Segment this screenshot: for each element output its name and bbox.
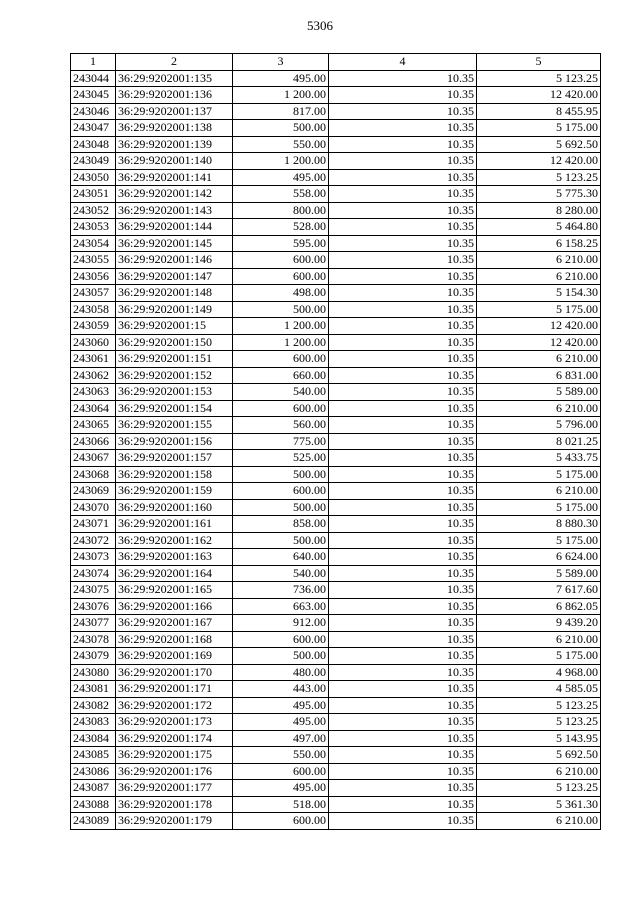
cadastral-number-cell: 36:29:9202001:169 [116, 648, 233, 665]
rate-cell: 10.35 [329, 400, 477, 417]
value-cell: 5 175.00 [477, 120, 601, 137]
table-row [71, 631, 601, 648]
area-cell: 550.00 [233, 747, 329, 764]
table-row [71, 351, 601, 368]
rate-cell: 10.35 [329, 648, 477, 665]
column-header-5: 5 [477, 54, 601, 71]
table-row [71, 763, 601, 780]
table-row [71, 582, 601, 599]
area-cell: 600.00 [233, 631, 329, 648]
row-number-cell: 243048 [71, 136, 116, 153]
cadastral-number-cell: 36:29:9202001:15 [116, 318, 233, 335]
area-cell: 1 200.00 [233, 334, 329, 351]
cadastral-number-cell: 36:29:9202001:135 [116, 70, 233, 87]
cadastral-number-cell: 36:29:9202001:150 [116, 334, 233, 351]
table-row [71, 417, 601, 434]
row-number-cell: 243072 [71, 532, 116, 549]
area-cell: 558.00 [233, 186, 329, 203]
cadastral-number-cell: 36:29:9202001:176 [116, 763, 233, 780]
table-row [71, 301, 601, 318]
table-row [71, 384, 601, 401]
table-row [71, 813, 601, 830]
header-row [71, 54, 601, 71]
rate-cell: 10.35 [329, 351, 477, 368]
table-row [71, 499, 601, 516]
table-row [71, 202, 601, 219]
cadastral-number-cell: 36:29:9202001:148 [116, 285, 233, 302]
rate-cell: 10.35 [329, 70, 477, 87]
row-number-cell: 243050 [71, 169, 116, 186]
cadastral-number-cell: 36:29:9202001:165 [116, 582, 233, 599]
rate-cell: 10.35 [329, 681, 477, 698]
row-number-cell: 243071 [71, 516, 116, 533]
cadastral-number-cell: 36:29:9202001:170 [116, 664, 233, 681]
table-row [71, 87, 601, 104]
value-cell: 5 123.25 [477, 714, 601, 731]
row-number-cell: 243080 [71, 664, 116, 681]
row-number-cell: 243055 [71, 252, 116, 269]
row-number-cell: 243068 [71, 466, 116, 483]
area-cell: 443.00 [233, 681, 329, 698]
cadastral-number-cell: 36:29:9202001:163 [116, 549, 233, 566]
area-cell: 525.00 [233, 450, 329, 467]
cadastral-number-cell: 36:29:9202001:137 [116, 103, 233, 120]
area-cell: 500.00 [233, 301, 329, 318]
row-number-cell: 243082 [71, 697, 116, 714]
value-cell: 5 123.25 [477, 70, 601, 87]
cadastral-number-cell: 36:29:9202001:152 [116, 367, 233, 384]
cadastral-number-cell: 36:29:9202001:159 [116, 483, 233, 500]
table-row [71, 648, 601, 665]
cadastral-number-cell: 36:29:9202001:147 [116, 268, 233, 285]
rate-cell: 10.35 [329, 318, 477, 335]
value-cell: 12 420.00 [477, 334, 601, 351]
row-number-cell: 243064 [71, 400, 116, 417]
area-cell: 540.00 [233, 565, 329, 582]
area-cell: 600.00 [233, 763, 329, 780]
value-cell: 6 210.00 [477, 400, 601, 417]
value-cell: 5 589.00 [477, 384, 601, 401]
rate-cell: 10.35 [329, 796, 477, 813]
table-row [71, 235, 601, 252]
area-cell: 528.00 [233, 219, 329, 236]
registry-table [70, 53, 601, 830]
cadastral-number-cell: 36:29:9202001:143 [116, 202, 233, 219]
row-number-cell: 243058 [71, 301, 116, 318]
area-cell: 495.00 [233, 780, 329, 797]
row-number-cell: 243084 [71, 730, 116, 747]
value-cell: 6 210.00 [477, 631, 601, 648]
row-number-cell: 243052 [71, 202, 116, 219]
area-cell: 600.00 [233, 268, 329, 285]
rate-cell: 10.35 [329, 450, 477, 467]
rate-cell: 10.35 [329, 813, 477, 830]
row-number-cell: 243069 [71, 483, 116, 500]
area-cell: 858.00 [233, 516, 329, 533]
cadastral-number-cell: 36:29:9202001:160 [116, 499, 233, 516]
row-number-cell: 243063 [71, 384, 116, 401]
cadastral-number-cell: 36:29:9202001:173 [116, 714, 233, 731]
table-row [71, 747, 601, 764]
row-number-cell: 243075 [71, 582, 116, 599]
row-number-cell: 243067 [71, 450, 116, 467]
table-row [71, 103, 601, 120]
cadastral-number-cell: 36:29:9202001:138 [116, 120, 233, 137]
value-cell: 5 175.00 [477, 532, 601, 549]
rate-cell: 10.35 [329, 120, 477, 137]
table-row [71, 664, 601, 681]
cadastral-number-cell: 36:29:9202001:145 [116, 235, 233, 252]
row-number-cell: 243046 [71, 103, 116, 120]
cadastral-number-cell: 36:29:9202001:154 [116, 400, 233, 417]
value-cell: 9 439.20 [477, 615, 601, 632]
rate-cell: 10.35 [329, 334, 477, 351]
area-cell: 495.00 [233, 714, 329, 731]
cadastral-number-cell: 36:29:9202001:158 [116, 466, 233, 483]
value-cell: 8 021.25 [477, 433, 601, 450]
value-cell: 12 420.00 [477, 318, 601, 335]
value-cell: 8 880.30 [477, 516, 601, 533]
value-cell: 5 123.25 [477, 169, 601, 186]
area-cell: 500.00 [233, 466, 329, 483]
table-row [71, 367, 601, 384]
rate-cell: 10.35 [329, 730, 477, 747]
area-cell: 800.00 [233, 202, 329, 219]
table-row [71, 433, 601, 450]
row-number-cell: 243065 [71, 417, 116, 434]
table-row [71, 285, 601, 302]
rate-cell: 10.35 [329, 169, 477, 186]
value-cell: 5 123.25 [477, 780, 601, 797]
rate-cell: 10.35 [329, 103, 477, 120]
row-number-cell: 243049 [71, 153, 116, 170]
value-cell: 5 796.00 [477, 417, 601, 434]
row-number-cell: 243045 [71, 87, 116, 104]
row-number-cell: 243057 [71, 285, 116, 302]
rate-cell: 10.35 [329, 384, 477, 401]
value-cell: 7 617.60 [477, 582, 601, 599]
value-cell: 5 589.00 [477, 565, 601, 582]
table-row [71, 186, 601, 203]
page-number: 5306 [307, 18, 333, 33]
rate-cell: 10.35 [329, 615, 477, 632]
area-cell: 775.00 [233, 433, 329, 450]
cadastral-number-cell: 36:29:9202001:161 [116, 516, 233, 533]
rate-cell: 10.35 [329, 153, 477, 170]
value-cell: 4 585.05 [477, 681, 601, 698]
area-cell: 500.00 [233, 120, 329, 137]
cadastral-number-cell: 36:29:9202001:140 [116, 153, 233, 170]
table-row [71, 318, 601, 335]
row-number-cell: 243089 [71, 813, 116, 830]
rate-cell: 10.35 [329, 763, 477, 780]
table-row [71, 120, 601, 137]
table-row [71, 483, 601, 500]
table-row [71, 780, 601, 797]
rate-cell: 10.35 [329, 598, 477, 615]
row-number-cell: 243087 [71, 780, 116, 797]
table-row [71, 169, 601, 186]
cadastral-number-cell: 36:29:9202001:167 [116, 615, 233, 632]
rate-cell: 10.35 [329, 301, 477, 318]
cadastral-number-cell: 36:29:9202001:178 [116, 796, 233, 813]
table-row [71, 268, 601, 285]
cadastral-number-cell: 36:29:9202001:156 [116, 433, 233, 450]
rate-cell: 10.35 [329, 780, 477, 797]
table-row [71, 549, 601, 566]
row-number-cell: 243060 [71, 334, 116, 351]
rate-cell: 10.35 [329, 186, 477, 203]
row-number-cell: 243085 [71, 747, 116, 764]
value-cell: 5 361.30 [477, 796, 601, 813]
value-cell: 5 775.30 [477, 186, 601, 203]
table-row [71, 153, 601, 170]
area-cell: 500.00 [233, 532, 329, 549]
area-cell: 560.00 [233, 417, 329, 434]
row-number-cell: 243056 [71, 268, 116, 285]
area-cell: 736.00 [233, 582, 329, 599]
table-row [71, 714, 601, 731]
row-number-cell: 243081 [71, 681, 116, 698]
cadastral-number-cell: 36:29:9202001:151 [116, 351, 233, 368]
value-cell: 6 210.00 [477, 483, 601, 500]
rate-cell: 10.35 [329, 631, 477, 648]
row-number-cell: 243061 [71, 351, 116, 368]
value-cell: 6 831.00 [477, 367, 601, 384]
rate-cell: 10.35 [329, 268, 477, 285]
table-row [71, 615, 601, 632]
rate-cell: 10.35 [329, 747, 477, 764]
area-cell: 600.00 [233, 483, 329, 500]
row-number-cell: 243053 [71, 219, 116, 236]
value-cell: 12 420.00 [477, 87, 601, 104]
cadastral-number-cell: 36:29:9202001:157 [116, 450, 233, 467]
row-number-cell: 243088 [71, 796, 116, 813]
cadastral-number-cell: 36:29:9202001:136 [116, 87, 233, 104]
value-cell: 6 624.00 [477, 549, 601, 566]
value-cell: 8 280.00 [477, 202, 601, 219]
value-cell: 5 143.95 [477, 730, 601, 747]
rate-cell: 10.35 [329, 285, 477, 302]
cadastral-number-cell: 36:29:9202001:149 [116, 301, 233, 318]
value-cell: 5 175.00 [477, 466, 601, 483]
column-header-1: 1 [71, 54, 116, 71]
row-number-cell: 243054 [71, 235, 116, 252]
row-number-cell: 243074 [71, 565, 116, 582]
value-cell: 5 433.75 [477, 450, 601, 467]
value-cell: 6 210.00 [477, 351, 601, 368]
cadastral-number-cell: 36:29:9202001:171 [116, 681, 233, 698]
row-number-cell: 243077 [71, 615, 116, 632]
cadastral-number-cell: 36:29:9202001:166 [116, 598, 233, 615]
row-number-cell: 243079 [71, 648, 116, 665]
value-cell: 5 692.50 [477, 136, 601, 153]
area-cell: 497.00 [233, 730, 329, 747]
table-row [71, 681, 601, 698]
value-cell: 5 175.00 [477, 499, 601, 516]
cadastral-number-cell: 36:29:9202001:179 [116, 813, 233, 830]
cadastral-number-cell: 36:29:9202001:175 [116, 747, 233, 764]
area-cell: 495.00 [233, 169, 329, 186]
row-number-cell: 243078 [71, 631, 116, 648]
area-cell: 912.00 [233, 615, 329, 632]
cadastral-number-cell: 36:29:9202001:164 [116, 565, 233, 582]
cadastral-number-cell: 36:29:9202001:146 [116, 252, 233, 269]
rate-cell: 10.35 [329, 433, 477, 450]
area-cell: 480.00 [233, 664, 329, 681]
cadastral-number-cell: 36:29:9202001:162 [116, 532, 233, 549]
row-number-cell: 243062 [71, 367, 116, 384]
rate-cell: 10.35 [329, 483, 477, 500]
area-cell: 495.00 [233, 70, 329, 87]
rate-cell: 10.35 [329, 367, 477, 384]
value-cell: 5 123.25 [477, 697, 601, 714]
table-row [71, 252, 601, 269]
rate-cell: 10.35 [329, 697, 477, 714]
area-cell: 817.00 [233, 103, 329, 120]
rate-cell: 10.35 [329, 582, 477, 599]
rate-cell: 10.35 [329, 466, 477, 483]
value-cell: 5 692.50 [477, 747, 601, 764]
value-cell: 6 210.00 [477, 268, 601, 285]
rate-cell: 10.35 [329, 235, 477, 252]
table-body [71, 70, 601, 829]
column-header-3: 3 [233, 54, 329, 71]
row-number-cell: 243059 [71, 318, 116, 335]
value-cell: 4 968.00 [477, 664, 601, 681]
rate-cell: 10.35 [329, 714, 477, 731]
table-row [71, 730, 601, 747]
area-cell: 595.00 [233, 235, 329, 252]
row-number-cell: 243086 [71, 763, 116, 780]
value-cell: 6 210.00 [477, 813, 601, 830]
value-cell: 5 464.80 [477, 219, 601, 236]
value-cell: 8 455.95 [477, 103, 601, 120]
row-number-cell: 243076 [71, 598, 116, 615]
value-cell: 6 158.25 [477, 235, 601, 252]
area-cell: 600.00 [233, 252, 329, 269]
cadastral-number-cell: 36:29:9202001:177 [116, 780, 233, 797]
cadastral-number-cell: 36:29:9202001:153 [116, 384, 233, 401]
cadastral-number-cell: 36:29:9202001:139 [116, 136, 233, 153]
area-cell: 518.00 [233, 796, 329, 813]
rate-cell: 10.35 [329, 417, 477, 434]
area-cell: 1 200.00 [233, 87, 329, 104]
row-number-cell: 243073 [71, 549, 116, 566]
rate-cell: 10.35 [329, 202, 477, 219]
cadastral-number-cell: 36:29:9202001:144 [116, 219, 233, 236]
table-row [71, 450, 601, 467]
table-row [71, 70, 601, 87]
row-number-cell: 243083 [71, 714, 116, 731]
area-cell: 498.00 [233, 285, 329, 302]
rate-cell: 10.35 [329, 499, 477, 516]
rate-cell: 10.35 [329, 136, 477, 153]
area-cell: 600.00 [233, 351, 329, 368]
row-number-cell: 243051 [71, 186, 116, 203]
table-row [71, 136, 601, 153]
rate-cell: 10.35 [329, 565, 477, 582]
column-header-4: 4 [329, 54, 477, 71]
rate-cell: 10.35 [329, 219, 477, 236]
table-row [71, 334, 601, 351]
row-number-cell: 243044 [71, 70, 116, 87]
area-cell: 540.00 [233, 384, 329, 401]
table-row [71, 219, 601, 236]
value-cell: 6 862.05 [477, 598, 601, 615]
area-cell: 660.00 [233, 367, 329, 384]
value-cell: 5 175.00 [477, 301, 601, 318]
table-row [71, 516, 601, 533]
area-cell: 550.00 [233, 136, 329, 153]
area-cell: 663.00 [233, 598, 329, 615]
cadastral-number-cell: 36:29:9202001:142 [116, 186, 233, 203]
row-number-cell: 243066 [71, 433, 116, 450]
row-number-cell: 243047 [71, 120, 116, 137]
cadastral-number-cell: 36:29:9202001:141 [116, 169, 233, 186]
table-row [71, 466, 601, 483]
area-cell: 1 200.00 [233, 318, 329, 335]
area-cell: 1 200.00 [233, 153, 329, 170]
table-row [71, 565, 601, 582]
area-cell: 640.00 [233, 549, 329, 566]
area-cell: 500.00 [233, 499, 329, 516]
table-row [71, 697, 601, 714]
value-cell: 12 420.00 [477, 153, 601, 170]
rate-cell: 10.35 [329, 549, 477, 566]
area-cell: 600.00 [233, 400, 329, 417]
table-row [71, 400, 601, 417]
column-header-2: 2 [116, 54, 233, 71]
table-row [71, 598, 601, 615]
rate-cell: 10.35 [329, 664, 477, 681]
area-cell: 500.00 [233, 648, 329, 665]
table-row [71, 532, 601, 549]
rate-cell: 10.35 [329, 516, 477, 533]
row-number-cell: 243070 [71, 499, 116, 516]
area-cell: 600.00 [233, 813, 329, 830]
cadastral-number-cell: 36:29:9202001:172 [116, 697, 233, 714]
cadastral-number-cell: 36:29:9202001:168 [116, 631, 233, 648]
rate-cell: 10.35 [329, 532, 477, 549]
rate-cell: 10.35 [329, 252, 477, 269]
value-cell: 6 210.00 [477, 252, 601, 269]
cadastral-number-cell: 36:29:9202001:174 [116, 730, 233, 747]
area-cell: 495.00 [233, 697, 329, 714]
value-cell: 5 154.30 [477, 285, 601, 302]
rate-cell: 10.35 [329, 87, 477, 104]
table-row [71, 796, 601, 813]
cadastral-number-cell: 36:29:9202001:155 [116, 417, 233, 434]
value-cell: 5 175.00 [477, 648, 601, 665]
value-cell: 6 210.00 [477, 763, 601, 780]
